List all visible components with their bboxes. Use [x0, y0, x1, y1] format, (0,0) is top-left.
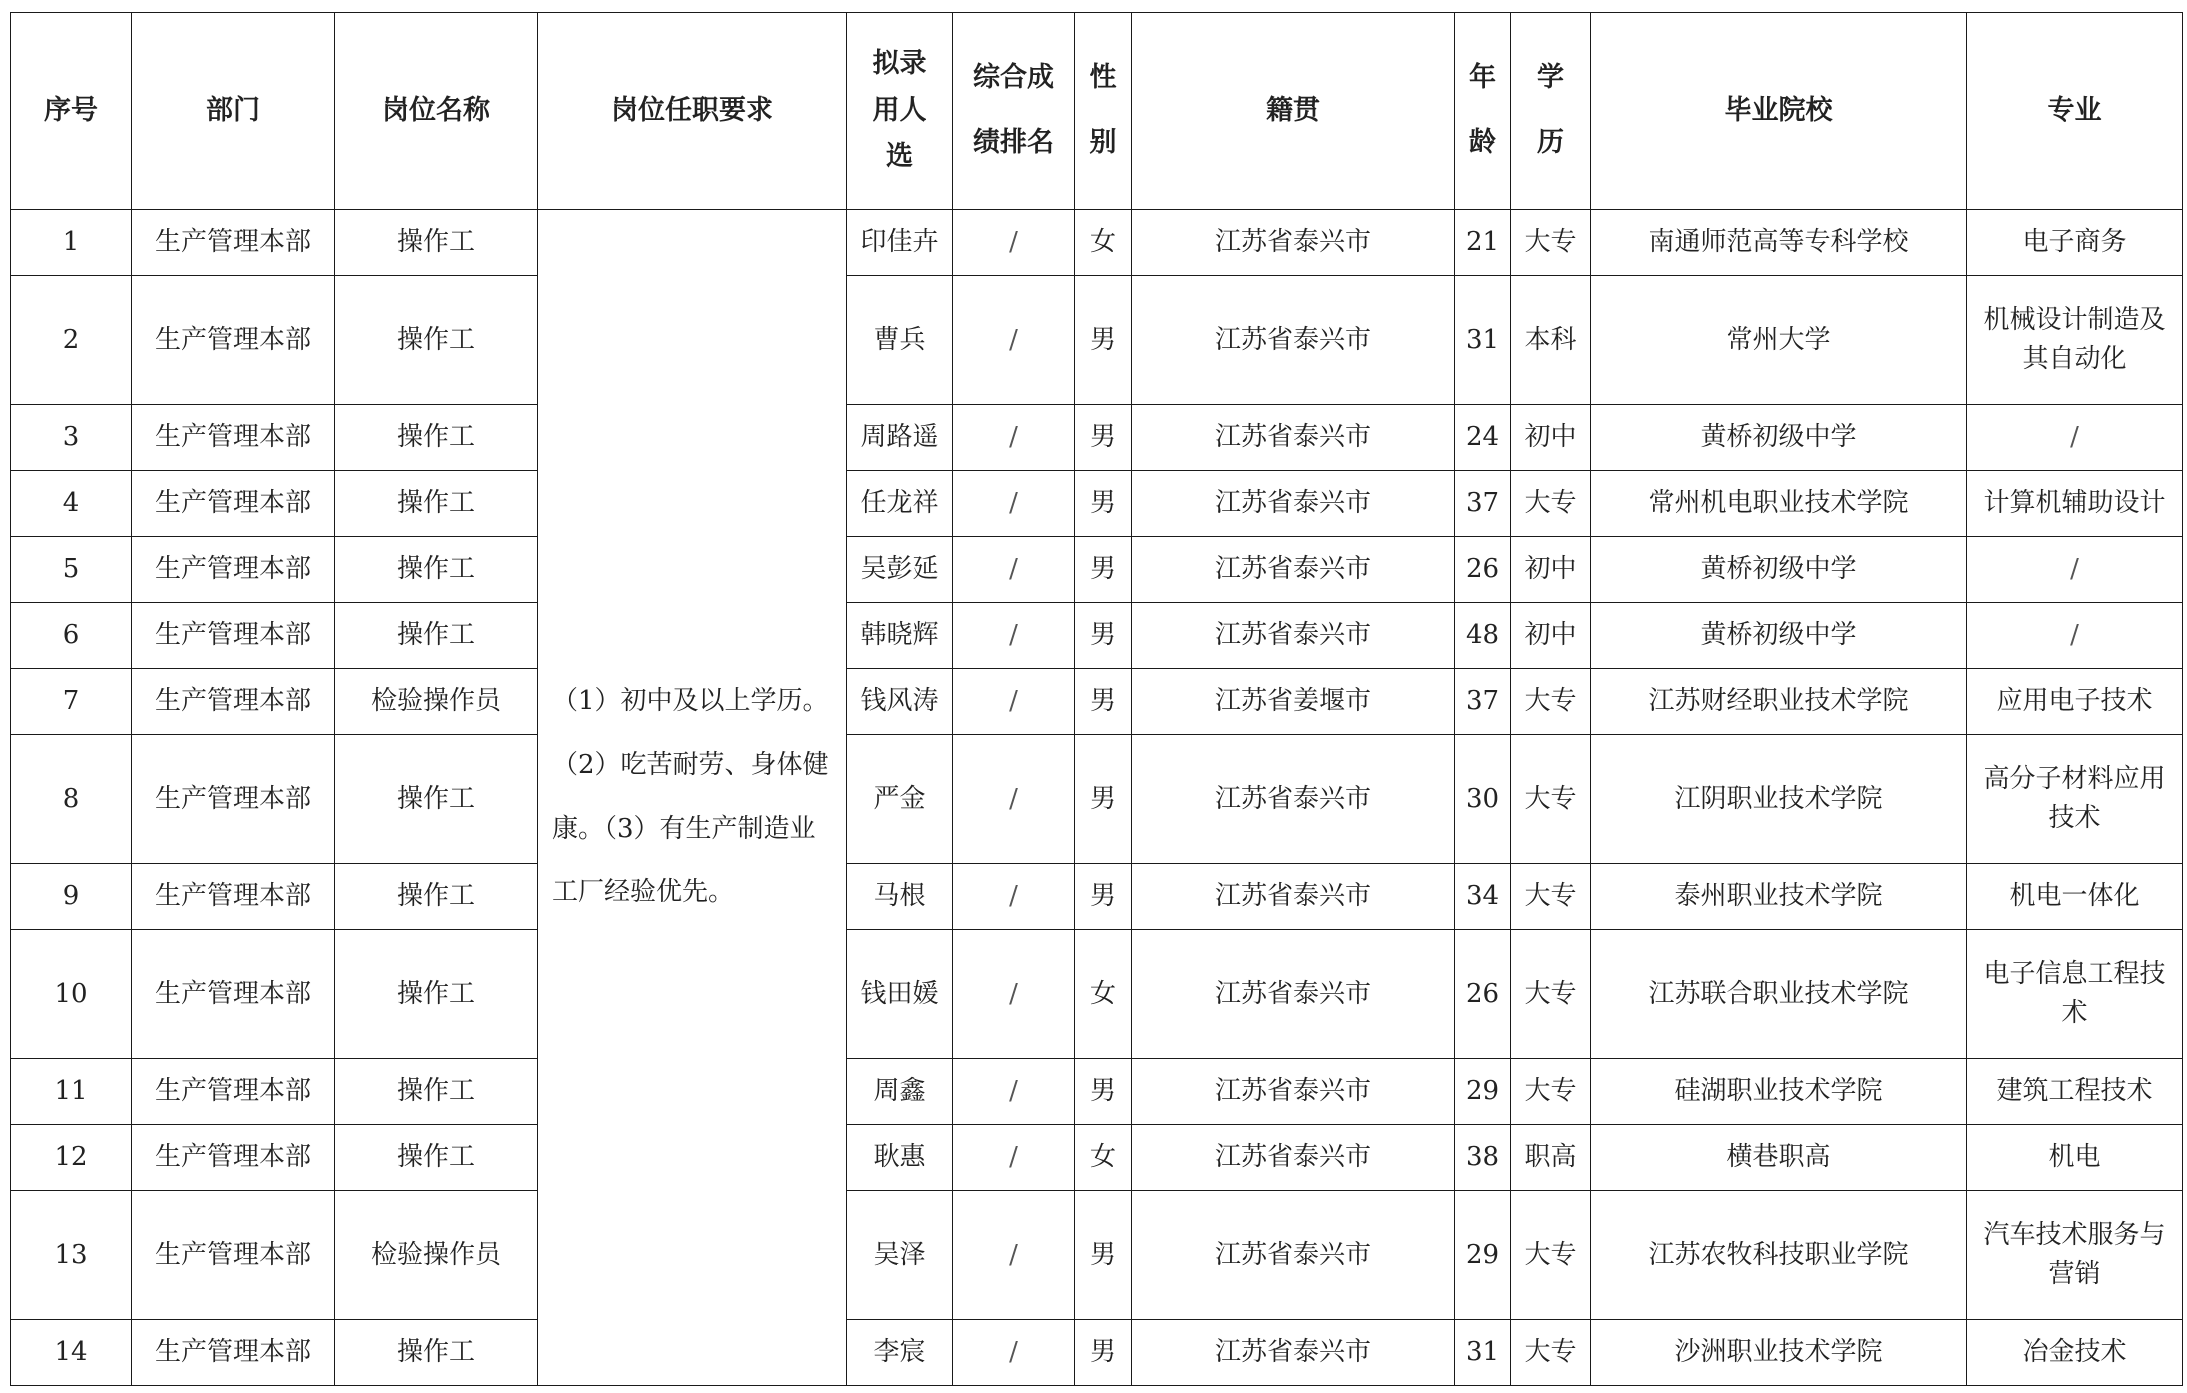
- cell-candidate-name: 周路遥: [847, 405, 953, 471]
- cell-origin: 江苏省泰兴市: [1132, 1059, 1455, 1125]
- cell-school: 江苏联合职业技术学院: [1591, 930, 1967, 1059]
- cell-origin: 江苏省泰兴市: [1132, 276, 1455, 405]
- cell-seq: 9: [11, 864, 132, 930]
- header-gender: 性别: [1075, 13, 1132, 210]
- cell-department: 生产管理本部: [132, 735, 335, 864]
- table-row: [11, 276, 2183, 405]
- cell-major: 冶金技术: [1967, 1320, 2183, 1386]
- cell-post-name: 操作工: [335, 1320, 538, 1386]
- cell-education: 大专: [1511, 864, 1591, 930]
- document-page: [10, 12, 2183, 1386]
- cell-school: 常州机电职业技术学院: [1591, 471, 1967, 537]
- cell-gender: 男: [1075, 735, 1132, 864]
- cell-candidate-name: 耿惠: [847, 1125, 953, 1191]
- cell-post-name: 操作工: [335, 537, 538, 603]
- cell-score-rank: /: [953, 1059, 1075, 1125]
- cell-seq: 14: [11, 1320, 132, 1386]
- cell-score-rank: /: [953, 669, 1075, 735]
- cell-seq: 12: [11, 1125, 132, 1191]
- cell-major: 高分子材料应用技术: [1967, 735, 2183, 864]
- table-row: [11, 669, 2183, 735]
- cell-gender: 男: [1075, 1320, 1132, 1386]
- header-major: 专业: [1967, 13, 2183, 210]
- cell-education: 初中: [1511, 603, 1591, 669]
- cell-education: 大专: [1511, 669, 1591, 735]
- cell-gender: 男: [1075, 471, 1132, 537]
- cell-department: 生产管理本部: [132, 930, 335, 1059]
- cell-gender: 男: [1075, 1191, 1132, 1320]
- table-row: [11, 1320, 2183, 1386]
- cell-post-name: 操作工: [335, 210, 538, 276]
- cell-department: 生产管理本部: [132, 471, 335, 537]
- cell-education: 初中: [1511, 537, 1591, 603]
- cell-education: 大专: [1511, 1320, 1591, 1386]
- cell-score-rank: /: [953, 537, 1075, 603]
- cell-origin: 江苏省泰兴市: [1132, 930, 1455, 1059]
- cell-requirements: [538, 210, 847, 1386]
- header-score-rank: 综合成绩排名: [953, 13, 1075, 210]
- header-row: [11, 13, 2183, 210]
- cell-education: 大专: [1511, 1059, 1591, 1125]
- cell-age: 37: [1455, 669, 1511, 735]
- cell-post-name: 操作工: [335, 864, 538, 930]
- cell-school: 硅湖职业技术学院: [1591, 1059, 1967, 1125]
- cell-education: 大专: [1511, 930, 1591, 1059]
- cell-gender: 男: [1075, 1059, 1132, 1125]
- cell-department: 生产管理本部: [132, 210, 335, 276]
- header-dept: 部门: [132, 13, 335, 210]
- cell-education: 本科: [1511, 276, 1591, 405]
- cell-school: 南通师范高等专科学校: [1591, 210, 1967, 276]
- cell-age: 31: [1455, 1320, 1511, 1386]
- header-seq: 序号: [11, 13, 132, 210]
- cell-age: 29: [1455, 1059, 1511, 1125]
- cell-candidate-name: 周鑫: [847, 1059, 953, 1125]
- cell-seq: 4: [11, 471, 132, 537]
- table-row: [11, 1059, 2183, 1125]
- cell-seq: 3: [11, 405, 132, 471]
- cell-gender: 男: [1075, 405, 1132, 471]
- cell-post-name: 操作工: [335, 735, 538, 864]
- cell-candidate-name: 韩晓辉: [847, 603, 953, 669]
- cell-post-name: 检验操作员: [335, 669, 538, 735]
- cell-candidate-name: 李宸: [847, 1320, 953, 1386]
- cell-school: 沙洲职业技术学院: [1591, 1320, 1967, 1386]
- cell-candidate-name: 吴彭延: [847, 537, 953, 603]
- header-school: 毕业院校: [1591, 13, 1967, 210]
- cell-score-rank: /: [953, 864, 1075, 930]
- cell-gender: 女: [1075, 1125, 1132, 1191]
- cell-candidate-name: 印佳卉: [847, 210, 953, 276]
- cell-score-rank: /: [953, 1320, 1075, 1386]
- cell-age: 31: [1455, 276, 1511, 405]
- cell-education: 大专: [1511, 1191, 1591, 1320]
- cell-candidate-name: 钱风涛: [847, 669, 953, 735]
- cell-origin: 江苏省泰兴市: [1132, 1191, 1455, 1320]
- cell-score-rank: /: [953, 471, 1075, 537]
- cell-education: 初中: [1511, 405, 1591, 471]
- cell-origin: 江苏省泰兴市: [1132, 603, 1455, 669]
- table-row: [11, 1125, 2183, 1191]
- cell-education: 大专: [1511, 735, 1591, 864]
- cell-major: /: [1967, 603, 2183, 669]
- table-row: [11, 210, 2183, 276]
- cell-origin: 江苏省泰兴市: [1132, 210, 1455, 276]
- cell-candidate-name: 马根: [847, 864, 953, 930]
- cell-post-name: 操作工: [335, 603, 538, 669]
- cell-age: 26: [1455, 930, 1511, 1059]
- cell-gender: 男: [1075, 276, 1132, 405]
- cell-origin: 江苏省泰兴市: [1132, 864, 1455, 930]
- cell-school: 横巷职高: [1591, 1125, 1967, 1191]
- table-row: [11, 735, 2183, 864]
- cell-department: 生产管理本部: [132, 669, 335, 735]
- cell-school: 江苏农牧科技职业学院: [1591, 1191, 1967, 1320]
- table-row: [11, 405, 2183, 471]
- table-row: [11, 930, 2183, 1059]
- cell-education: 职高: [1511, 1125, 1591, 1191]
- cell-school: 江阴职业技术学院: [1591, 735, 1967, 864]
- cell-gender: 男: [1075, 603, 1132, 669]
- cell-score-rank: /: [953, 1125, 1075, 1191]
- cell-department: 生产管理本部: [132, 405, 335, 471]
- cell-age: 21: [1455, 210, 1511, 276]
- cell-post-name: 操作工: [335, 471, 538, 537]
- cell-major: 机电: [1967, 1125, 2183, 1191]
- cell-score-rank: /: [953, 210, 1075, 276]
- cell-seq: 5: [11, 537, 132, 603]
- cell-score-rank: /: [953, 276, 1075, 405]
- cell-candidate-name: 严金: [847, 735, 953, 864]
- cell-gender: 男: [1075, 537, 1132, 603]
- cell-seq: 10: [11, 930, 132, 1059]
- cell-school: 江苏财经职业技术学院: [1591, 669, 1967, 735]
- cell-post-name: 操作工: [335, 276, 538, 405]
- cell-school: 泰州职业技术学院: [1591, 864, 1967, 930]
- cell-candidate-name: 吴泽: [847, 1191, 953, 1320]
- cell-post-name: 检验操作员: [335, 1191, 538, 1320]
- cell-gender: 男: [1075, 864, 1132, 930]
- cell-post-name: 操作工: [335, 1125, 538, 1191]
- cell-origin: 江苏省泰兴市: [1132, 537, 1455, 603]
- header-education: 学历: [1511, 13, 1591, 210]
- cell-origin: 江苏省泰兴市: [1132, 1320, 1455, 1386]
- cell-post-name: 操作工: [335, 1059, 538, 1125]
- requirements-text: （1）初中及以上学历。（2）吃苦耐劳、身体健康。（3）有生产制造业工厂经验优先。: [552, 686, 829, 908]
- cell-score-rank: /: [953, 735, 1075, 864]
- table-row: [11, 537, 2183, 603]
- table-row: [11, 603, 2183, 669]
- cell-major: 机械设计制造及其自动化: [1967, 276, 2183, 405]
- cell-age: 26: [1455, 537, 1511, 603]
- cell-origin: 江苏省泰兴市: [1132, 471, 1455, 537]
- cell-age: 30: [1455, 735, 1511, 864]
- cell-seq: 8: [11, 735, 132, 864]
- cell-major: 机电一体化: [1967, 864, 2183, 930]
- cell-origin: 江苏省泰兴市: [1132, 405, 1455, 471]
- cell-major: 计算机辅助设计: [1967, 471, 2183, 537]
- cell-score-rank: /: [953, 930, 1075, 1059]
- cell-score-rank: /: [953, 405, 1075, 471]
- cell-department: 生产管理本部: [132, 537, 335, 603]
- cell-seq: 2: [11, 276, 132, 405]
- cell-education: 大专: [1511, 210, 1591, 276]
- cell-origin: 江苏省姜堰市: [1132, 669, 1455, 735]
- cell-seq: 11: [11, 1059, 132, 1125]
- cell-score-rank: /: [953, 603, 1075, 669]
- cell-school: 黄桥初级中学: [1591, 537, 1967, 603]
- cell-department: 生产管理本部: [132, 276, 335, 405]
- cell-candidate-name: 钱田媛: [847, 930, 953, 1059]
- cell-origin: 江苏省泰兴市: [1132, 1125, 1455, 1191]
- header-age: 年龄: [1455, 13, 1511, 210]
- cell-seq: 13: [11, 1191, 132, 1320]
- cell-candidate-name: 曹兵: [847, 276, 953, 405]
- cell-seq: 6: [11, 603, 132, 669]
- cell-major: 建筑工程技术: [1967, 1059, 2183, 1125]
- cell-department: 生产管理本部: [132, 1191, 335, 1320]
- cell-age: 48: [1455, 603, 1511, 669]
- cell-gender: 女: [1075, 930, 1132, 1059]
- cell-score-rank: /: [953, 1191, 1075, 1320]
- cell-post-name: 操作工: [335, 930, 538, 1059]
- header-candidate: 拟录用人选: [847, 13, 953, 210]
- cell-major: 应用电子技术: [1967, 669, 2183, 735]
- table-row: [11, 864, 2183, 930]
- cell-age: 24: [1455, 405, 1511, 471]
- cell-post-name: 操作工: [335, 405, 538, 471]
- cell-gender: 男: [1075, 669, 1132, 735]
- cell-school: 黄桥初级中学: [1591, 405, 1967, 471]
- cell-origin: 江苏省泰兴市: [1132, 735, 1455, 864]
- cell-major: 电子信息工程技术: [1967, 930, 2183, 1059]
- cell-age: 38: [1455, 1125, 1511, 1191]
- cell-major: /: [1967, 405, 2183, 471]
- header-requirements: 岗位任职要求: [538, 13, 847, 210]
- cell-major: 电子商务: [1967, 210, 2183, 276]
- cell-major: /: [1967, 537, 2183, 603]
- cell-school: 黄桥初级中学: [1591, 603, 1967, 669]
- recruitment-table: [10, 12, 2183, 1386]
- cell-age: 29: [1455, 1191, 1511, 1320]
- cell-seq: 7: [11, 669, 132, 735]
- cell-department: 生产管理本部: [132, 1320, 335, 1386]
- cell-department: 生产管理本部: [132, 603, 335, 669]
- cell-department: 生产管理本部: [132, 1125, 335, 1191]
- cell-gender: 女: [1075, 210, 1132, 276]
- table-row: [11, 471, 2183, 537]
- cell-seq: 1: [11, 210, 132, 276]
- cell-department: 生产管理本部: [132, 1059, 335, 1125]
- table-row: [11, 1191, 2183, 1320]
- cell-department: 生产管理本部: [132, 864, 335, 930]
- cell-age: 34: [1455, 864, 1511, 930]
- cell-education: 大专: [1511, 471, 1591, 537]
- header-origin: 籍贯: [1132, 13, 1455, 210]
- cell-age: 37: [1455, 471, 1511, 537]
- cell-school: 常州大学: [1591, 276, 1967, 405]
- cell-major: 汽车技术服务与营销: [1967, 1191, 2183, 1320]
- header-post: 岗位名称: [335, 13, 538, 210]
- cell-candidate-name: 任龙祥: [847, 471, 953, 537]
